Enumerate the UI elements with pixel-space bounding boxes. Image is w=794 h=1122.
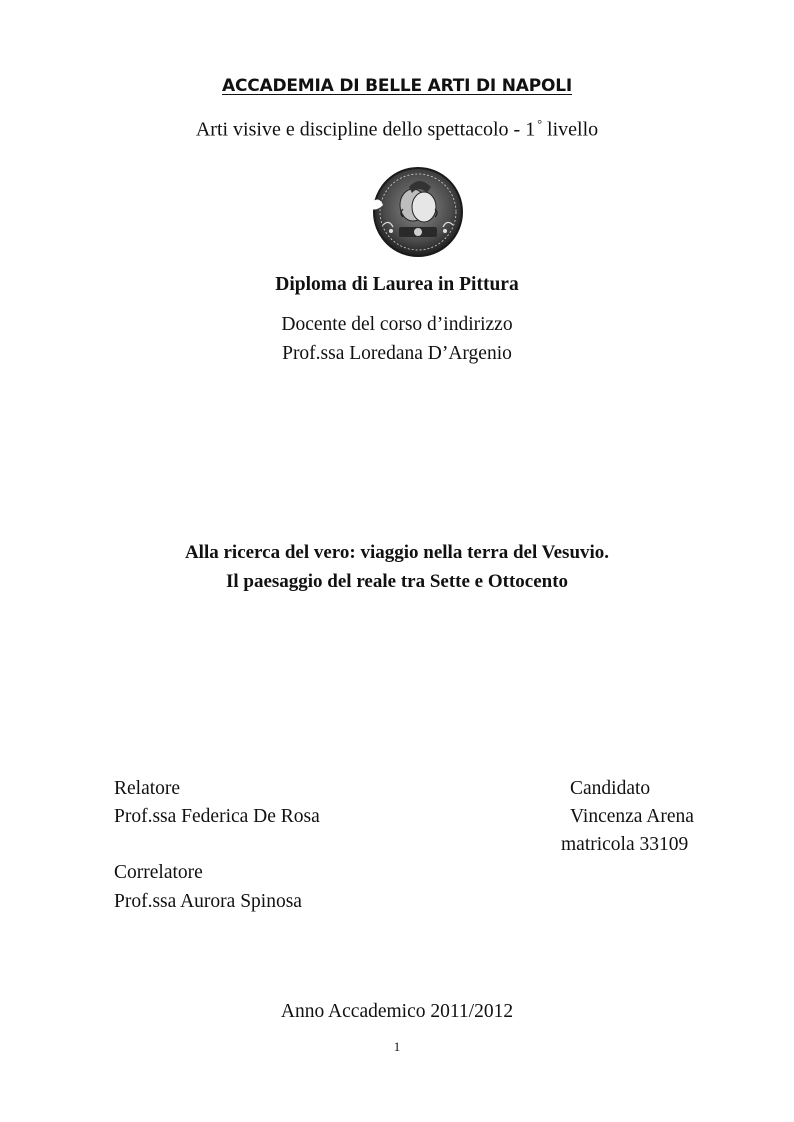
page-number: 1 [393,1039,401,1054]
institution-name: ACCADEMIA DI BELLE ARTI DI NAPOLI [222,76,572,96]
degree-mark: ° [537,117,543,131]
program-level: livello [547,118,599,141]
relatore-label: Relatore [114,778,181,799]
correlatore-name: Prof.ssa Aurora Spinosa [114,891,302,912]
thesis-title-line2: Il paesaggio del reale tra Sette e Ottocento [225,571,569,592]
degree-title: Diploma di Laurea in Pittura [275,274,519,295]
candidato-label: Candidato [570,778,651,799]
relatore-name: Prof.ssa Federica De Rosa [114,806,320,827]
candidato-name: Vincenza Arena [570,806,694,827]
course-professor: Prof.ssa Loredana D’Argenio [282,343,512,364]
correlatore-label: Correlatore [114,862,203,883]
program-line [0,117,794,142]
matricola: matricola 33109 [561,834,689,855]
thesis-title-line1: Alla ricerca del vero: viaggio nella terra del Vesuvio. [184,542,610,563]
program-name: Arti visive e discipline dello spettacolo - 1 [195,118,536,141]
academic-year: Anno Accademico 2011/2012 [280,1001,514,1022]
academy-seal-icon [369,165,465,259]
course-label: Docente del corso d’indirizzo [281,314,513,335]
